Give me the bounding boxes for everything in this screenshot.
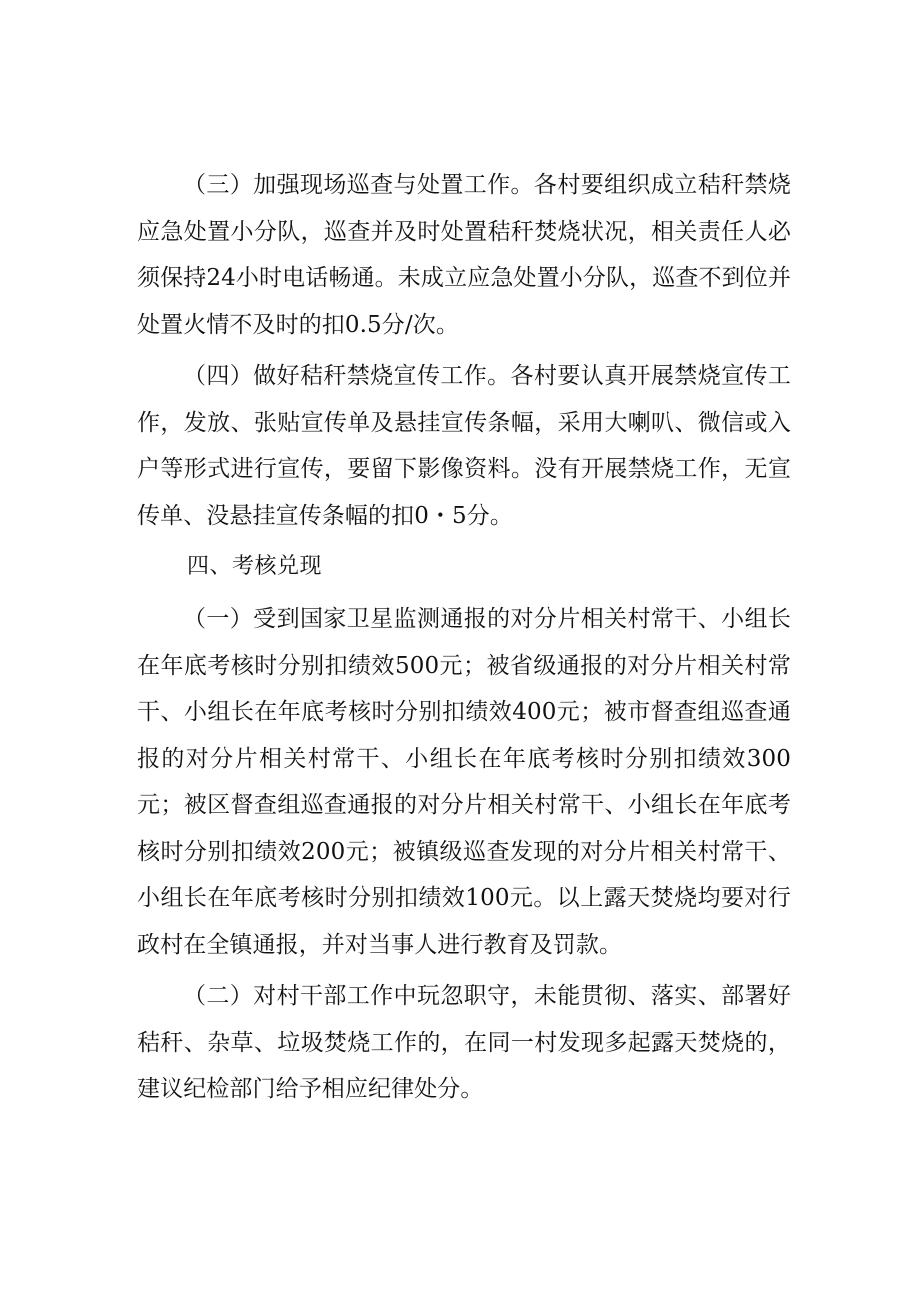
paragraph-publicity-work: （四）做好秸秆禁烧宣传工作。各村要认真开展禁烧宣传工作，发放、张贴宣传单及悬挂宣传条幅，采用大喇叭、微信或入户等形式进行宣传，要留下影像资料。没有开展禁烧工作，无宣传单、没悬挂宣传条幅的扣0・5分。 <box>137 363 791 529</box>
paragraph-discipline: （二）对村干部工作中玩忽职守，未能贯彻、落实、部署好秸秆、杂草、垃圾焚烧工作的，在同一村发现多起露天焚烧的，建议纪检部门给予相应纪律处分。 <box>137 983 791 1102</box>
paragraph-patrol-disposal: （三）加强现场巡查与处置工作。各村要组织成立秸秆禁烧应急处置小分队，巡查并及时处置秸秆焚烧状况，相关责任人必须保持24小时电话畅通。未成立应急处置小分队，巡查不到位并处置火情不及时的扣0.5分/次。 <box>137 172 791 338</box>
paragraph-assessment-penalties: （一）受到国家卫星监测通报的对分片相关村常干、小组长在年底考核时分别扣绩效500元；被省级通报的对分片相关村常干、小组长在年底考核时分别扣绩效400元；被市督查组巡查通报的对分片相关村常干、小组长在年底考核时分别扣绩效300元；被区督查组巡查通报的对分片相关村常干、小组长在年底考核时分别扣绩效200元；被镇级巡查发现的对分片相关村常干、小组长在年底考核时分别扣绩效100元。以上露天焚烧均要对行政村在全镇通报，并对当事人进行教育及罚款。 <box>137 606 791 958</box>
document-body <box>137 162 791 1118</box>
section-heading-assessment: 四、考核兑现 <box>187 554 323 579</box>
